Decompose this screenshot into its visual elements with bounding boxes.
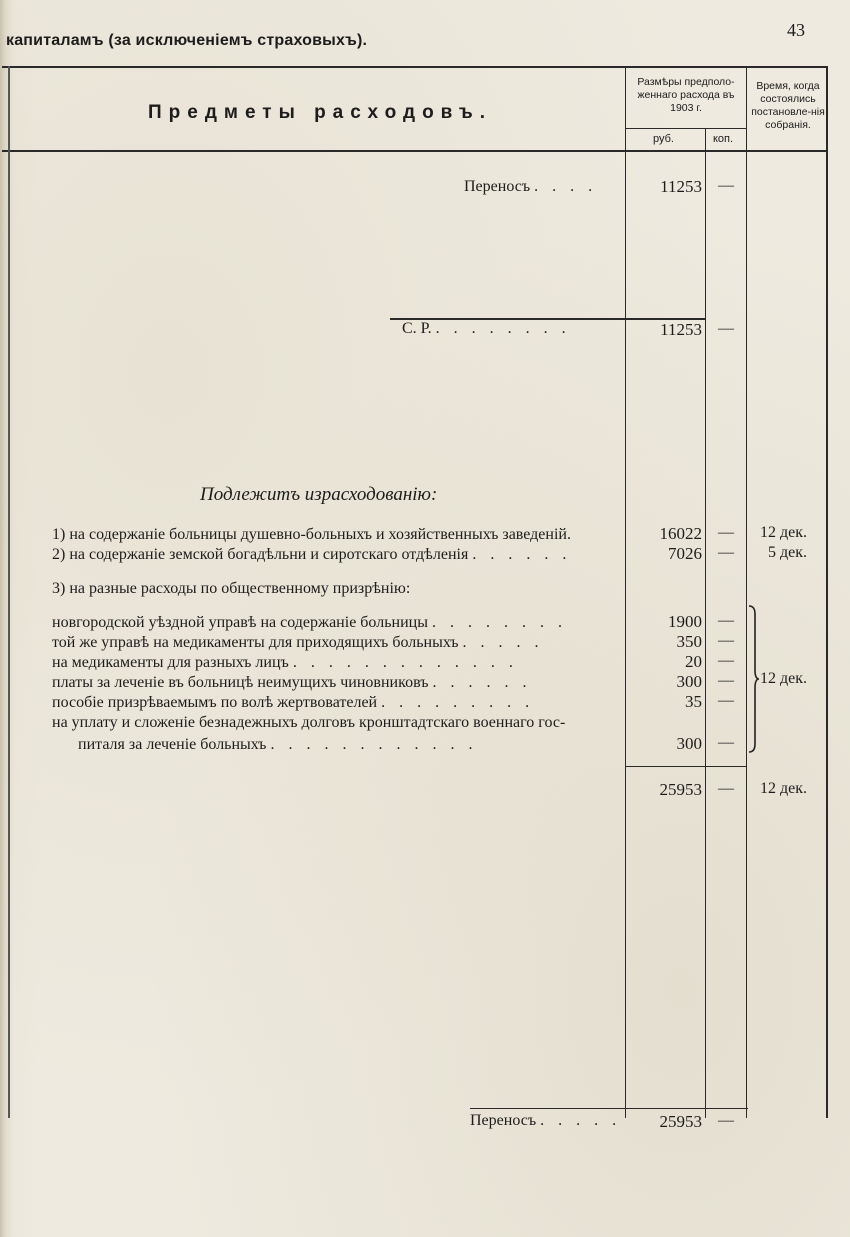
subitem-5-rub: 35 [685, 692, 702, 711]
carry-out-rule [470, 1108, 748, 1109]
table-top-rule [2, 66, 828, 68]
total-rule [625, 766, 746, 767]
subitem-3-dots: . . . . . . . . . . . . . [292, 654, 518, 671]
subitem-6-kop: — [718, 734, 734, 751]
subitem-6-label-2 [78, 736, 477, 754]
subitem-2-text: той же управѣ на медикаменты для приходящихъ больныхъ [52, 634, 459, 651]
header-top-left: капиталамъ (за исключеніемъ страховыхъ). [6, 32, 368, 49]
subitem-4-label [52, 674, 532, 692]
subitem-2-dots: . . . . . [462, 634, 544, 651]
subitem-1-kop: — [718, 612, 734, 629]
column-rub-label: руб. [653, 133, 674, 145]
item-1-rub: 16022 [659, 524, 702, 543]
subitem-6-rub: 300 [676, 734, 702, 753]
rub-kop-rule [625, 128, 747, 129]
item-1-kop: — [718, 524, 734, 541]
subitem-4-rub: 300 [676, 672, 702, 691]
item-2-dots: . . . . . . [472, 546, 572, 563]
sr-kop: — [718, 320, 734, 337]
item-2-label [52, 546, 571, 564]
subitem-1-text: новгородской уѣздной управѣ на содержаніе больницы [52, 614, 428, 631]
subitem-5-dots: . . . . . . . . . [381, 694, 535, 711]
subitem-6-text: на уплату и сложеніе безнадежныхъ долговъ кронштадтскаго военнаго гос- [52, 714, 566, 731]
subitem-4-kop: — [718, 672, 734, 689]
subitem-4-dots: . . . . . . [432, 674, 532, 691]
item-2-text: 2) на содержаніе земской богадѣльни и сиротскаго отдѣленія [52, 546, 469, 563]
carry-in-dots: . . . . [534, 178, 598, 195]
subitem-3-text: на медикаменты для разныхъ лицъ [52, 654, 289, 671]
column-kop-label: коп. [713, 133, 734, 145]
subitem-3-label [52, 654, 518, 672]
subitem-2-rub: 350 [676, 632, 702, 651]
subitem-5-label [52, 694, 534, 712]
subitem-1-rub: 1900 [668, 612, 702, 631]
total-kop: — [718, 780, 734, 797]
subitem-6-text2: питаля за леченіе больныхъ [78, 736, 267, 753]
col-time-left [746, 66, 747, 1118]
col-rub-left [625, 66, 626, 1118]
carry-in-text: Переносъ [464, 178, 531, 195]
carry-out-label [470, 1112, 621, 1130]
subitem-6-dots: . . . . . . . . . . . . [270, 736, 478, 753]
carry-out-kop: — [718, 1112, 734, 1129]
subitem-5-kop: — [718, 692, 734, 709]
subitem-5-text: пособіе призрѣваемымъ по волѣ жертвователей [52, 694, 378, 711]
column-amount-title: Размѣры предполо-женнаго расхода въ 1903 г. [637, 76, 735, 114]
item-2-rub: 7026 [668, 544, 702, 563]
item-1-time: 12 дек. [760, 524, 808, 541]
subitem-4-text: платы за леченіе въ больницѣ неимущихъ чиновниковъ [52, 674, 429, 691]
brace [746, 604, 760, 754]
total-time: 12 дек. [760, 780, 808, 797]
total-rub: 25953 [659, 780, 702, 799]
subitem-3-kop: — [718, 652, 734, 669]
sr-rub: 11253 [660, 320, 702, 339]
carry-in-kop: — [718, 177, 734, 194]
item-2-kop: — [718, 544, 734, 561]
carry-in-label [464, 178, 597, 196]
subitem-1-dots: . . . . . . . . [431, 614, 567, 631]
sr-label [402, 320, 571, 338]
subitem-2-kop: — [718, 632, 734, 649]
item-1-text: 1) на содержаніе больницы душевно-больныхъ и хозяйственныхъ заведеній. [52, 526, 571, 543]
item-3-heading: 3) на разные расходы по общественному призрѣнію: [52, 580, 411, 597]
carry-out-text: Переносъ [470, 1112, 537, 1129]
column-time-title: Время, когда состоялись постановле-нія собранія. [751, 80, 825, 131]
carry-out-dots: . . . . . [540, 1112, 622, 1129]
sr-dots: . . . . . . . . [435, 320, 571, 337]
col-right-edge [826, 66, 828, 1118]
subitem-3-rub: 20 [685, 652, 702, 671]
item-2-time: 5 дек. [768, 544, 808, 561]
carry-in-rub: 11253 [660, 177, 702, 196]
page-number: 43 [787, 20, 805, 40]
sr-text: С. Р. [402, 320, 432, 337]
subitems-time: 12 дек. [760, 670, 808, 687]
column-subject-title: Предметы расходовъ. [148, 102, 493, 123]
carry-out-rub: 25953 [659, 1112, 702, 1131]
subitem-1-label [52, 614, 567, 632]
subitem-2-label [52, 634, 544, 652]
section-title: Подлежитъ израсходованію: [200, 484, 438, 505]
left-edge [8, 66, 10, 1118]
